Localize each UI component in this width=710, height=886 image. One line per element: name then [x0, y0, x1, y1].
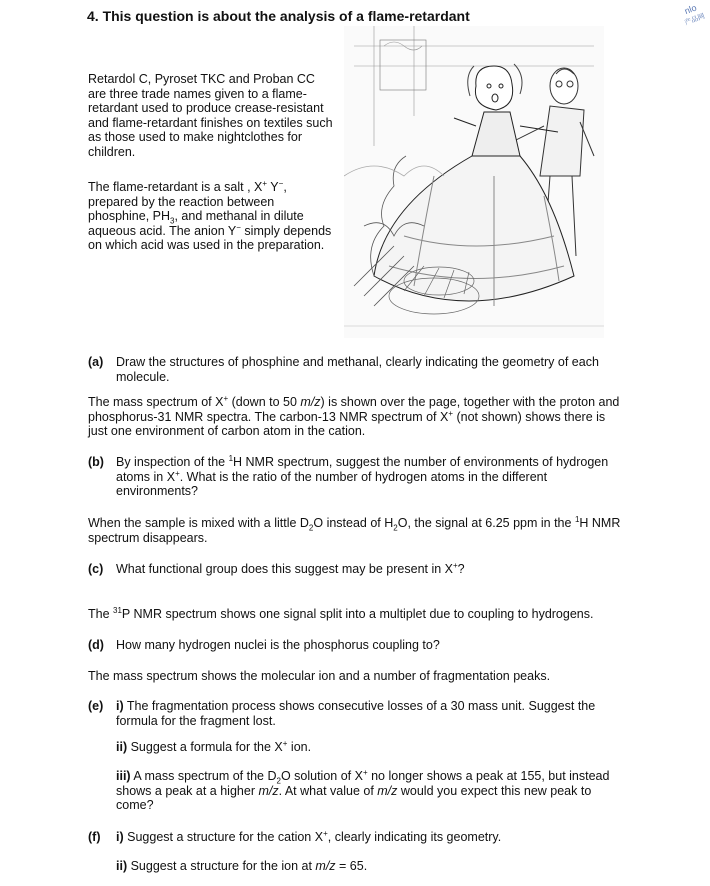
question-f-label: (f) [88, 830, 101, 844]
question-c [88, 562, 628, 577]
question-e [88, 699, 628, 728]
question-a-label: (a) [88, 355, 104, 369]
intro-paragraph-salt: The flame-retardant is a salt , X+ Y−, prepared by the reaction between phosphine, $PH_3$, and methanal in dilute aqueous acid. The anion Y− simply depends on which acid was used in the preparation. [88, 178, 332, 252]
flame-dress-illustration [344, 26, 604, 338]
question-c-label: (c) [88, 562, 104, 576]
question-e-iii: iii) A mass spectrum of the $D_2O$ solution of X+ no longer shows a peak at 155, but instead shows a peak at a higher m/z. At what value of m/z would you expect this new peak to come? [116, 767, 610, 812]
d2o-paragraph: When the sample is mixed with a little $D_2O$ instead of $H_2O$, the signal at 6.25 ppm in the $^1$H NMR spectrum disappears. [88, 514, 621, 545]
question-d [88, 638, 628, 653]
question-e-i: i) The fragmentation process shows consecutive losses of a 30 mass unit. Suggest the formula for the fragment lost. [116, 699, 596, 728]
question-f [88, 830, 628, 845]
question-b-label: (b) [88, 455, 104, 469]
question-e-label: (e) [88, 699, 104, 713]
question-c-text: What functional group does this suggest may be present in X+? [116, 560, 465, 576]
p31-nmr-paragraph: The $^{31}$P NMR spectrum shows one signal split into a multiplet due to coupling to hydrogens. [88, 605, 594, 621]
question-f-ii: ii) Suggest a structure for the ion at m/z = 65. [116, 859, 368, 873]
mass-spectrum-paragraph: The mass spectrum of X+ (down to 50 m/z) is shown over the page, together with the proton and phosphorus-31 NMR spectra. The carbon-13 NMR spectrum of X+ (not shown) shows there is just one environment of carbon atom in the cation. [88, 393, 620, 438]
mass-spectrum-fragmentation-paragraph: The mass spectrum shows the molecular ion and a number of fragmentation peaks. [88, 669, 551, 683]
question-a-text: Draw the structures of phosphine and methanal, clearly indicating the geometry of each molecule. [116, 355, 599, 384]
question-b-text: By inspection of the $^1$H NMR spectrum, suggest the number of environments of hydrogen atoms in X+. What is the ratio of the number of hydrogen atoms in the different environments? [116, 453, 609, 498]
question-a [88, 355, 628, 384]
question-d-text: How many hydrogen nuclei is the phosphorus coupling to? [116, 638, 440, 652]
intro-paragraph-trade-names: Retardol C, Pyroset TKC and Proban CC are three trade names given to a flame-retardant used to produce crease-resistant and flame-retardant finishes on textiles such as those used to make nightclothes for children. [88, 72, 333, 159]
question-d-label: (d) [88, 638, 104, 652]
svg-text:nlo: nlo [683, 2, 698, 17]
question-f-i: i) Suggest a structure for the cation X+, clearly indicating its geometry. [116, 828, 502, 844]
question-e-ii: ii) Suggest a formula for the X+ ion. [116, 738, 312, 754]
watermark-logo [679, 0, 710, 28]
question-b [88, 455, 628, 499]
svg-text:产品网: 产品网 [683, 13, 706, 27]
question-heading: 4. This question is about the analysis of a flame-retardant [87, 8, 470, 24]
